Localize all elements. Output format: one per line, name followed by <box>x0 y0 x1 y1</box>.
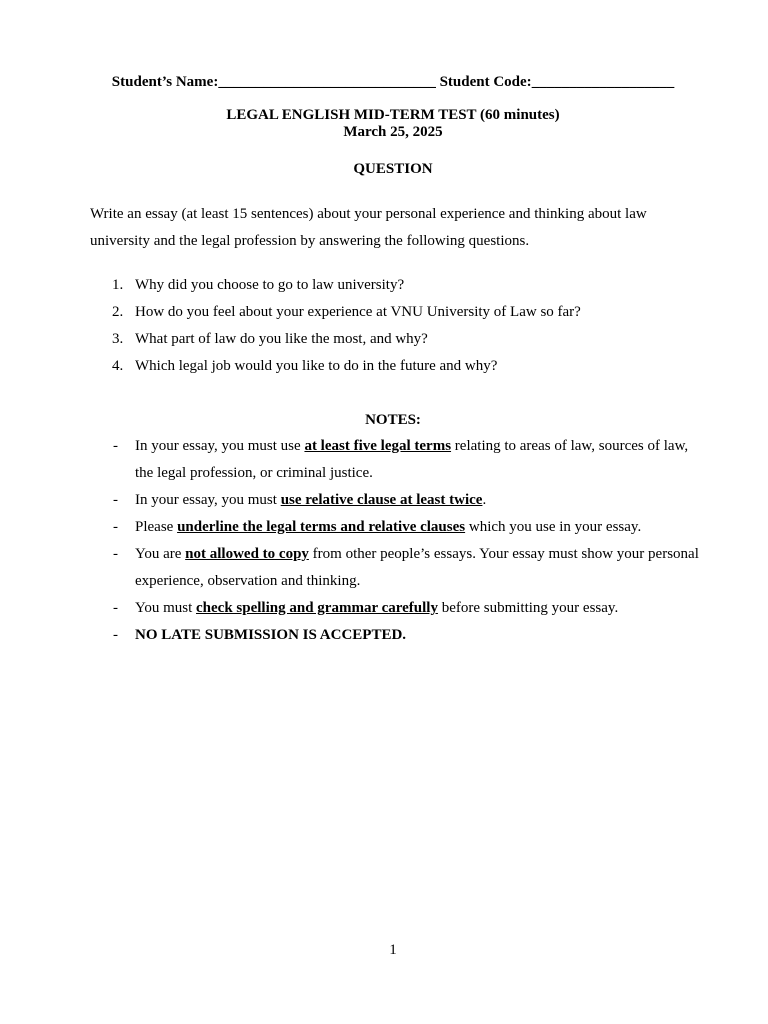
question-text: What part of law do you like the most, and why? <box>135 331 428 347</box>
question-item <box>90 272 710 299</box>
note-item <box>90 595 710 622</box>
question-text: Which legal job would you like to do in the future and why? <box>135 358 498 374</box>
note-bullet: - <box>113 627 118 643</box>
note-emphasis: check spelling and grammar carefully <box>196 600 438 616</box>
student-name-blank: _____________________________ <box>218 74 436 90</box>
note-item <box>90 487 710 514</box>
question-item <box>90 353 710 380</box>
student-code-label: Student Code: <box>439 74 532 90</box>
note-text-after: . <box>482 492 487 508</box>
notes-heading: NOTES: <box>365 412 421 428</box>
note-text-before: You must <box>135 600 197 616</box>
question-item <box>90 299 710 326</box>
question-text: How do you feel about your experience at VNU University of Law so far? <box>135 304 581 320</box>
note-item <box>90 514 710 541</box>
question-text: Why did you choose to go to law university? <box>135 277 405 293</box>
question-number: 3. <box>112 331 124 347</box>
question-item <box>90 326 710 353</box>
note-text-after: relating to areas of law, sources of law, the legal profession, or criminal justice. <box>135 438 689 481</box>
note-bullet: - <box>113 600 118 616</box>
note-bullet: - <box>113 492 118 508</box>
note-emphasis: not allowed to copy <box>185 546 309 562</box>
note-emphasis: use relative clause at least twice <box>280 492 483 508</box>
note-text-before: You are <box>135 546 186 562</box>
note-text-before: In your essay, you must use <box>135 438 305 454</box>
note-emphasis: underline the legal terms and relative clauses <box>177 519 466 535</box>
note-bullet: - <box>113 519 118 535</box>
notes-list <box>90 433 710 649</box>
note-text-after: before submitting your essay. <box>437 600 619 616</box>
question-number: 2. <box>112 304 124 320</box>
student-name-label: Student’s Name: <box>111 74 219 90</box>
test-title-block <box>0 107 768 141</box>
test-date: March 25, 2025 <box>343 124 443 140</box>
note-text-before: In your essay, you must <box>135 492 281 508</box>
note-text-after: which you use in your essay. <box>465 519 642 535</box>
note-bullet: - <box>113 546 118 562</box>
note-item <box>90 622 710 649</box>
note-item <box>90 433 710 487</box>
essay-instructions: Write an essay (at least 15 sentences) about your personal experience and thinking about law university and the legal profession by answering the following questions. <box>90 206 647 249</box>
note-emphasis: at least five legal terms <box>304 438 452 454</box>
test-title: LEGAL ENGLISH MID-TERM TEST (60 minutes) <box>226 107 560 123</box>
student-code-blank: ___________________ <box>531 74 675 90</box>
page-number: 1 <box>389 942 397 958</box>
question-number: 1. <box>112 277 124 293</box>
student-info-line <box>0 72 768 92</box>
note-text-after: from other people’s essays. Your essay must show your personal experience, observation and thinking. <box>135 546 699 589</box>
note-bullet: - <box>113 438 118 454</box>
question-number: 4. <box>112 358 124 374</box>
note-item <box>90 541 710 595</box>
question-heading: QUESTION <box>353 161 433 177</box>
question-list <box>90 272 710 380</box>
note-text-before: Please <box>135 519 178 535</box>
late-submission-warning: NO LATE SUBMISSION IS ACCEPTED. <box>135 627 407 643</box>
